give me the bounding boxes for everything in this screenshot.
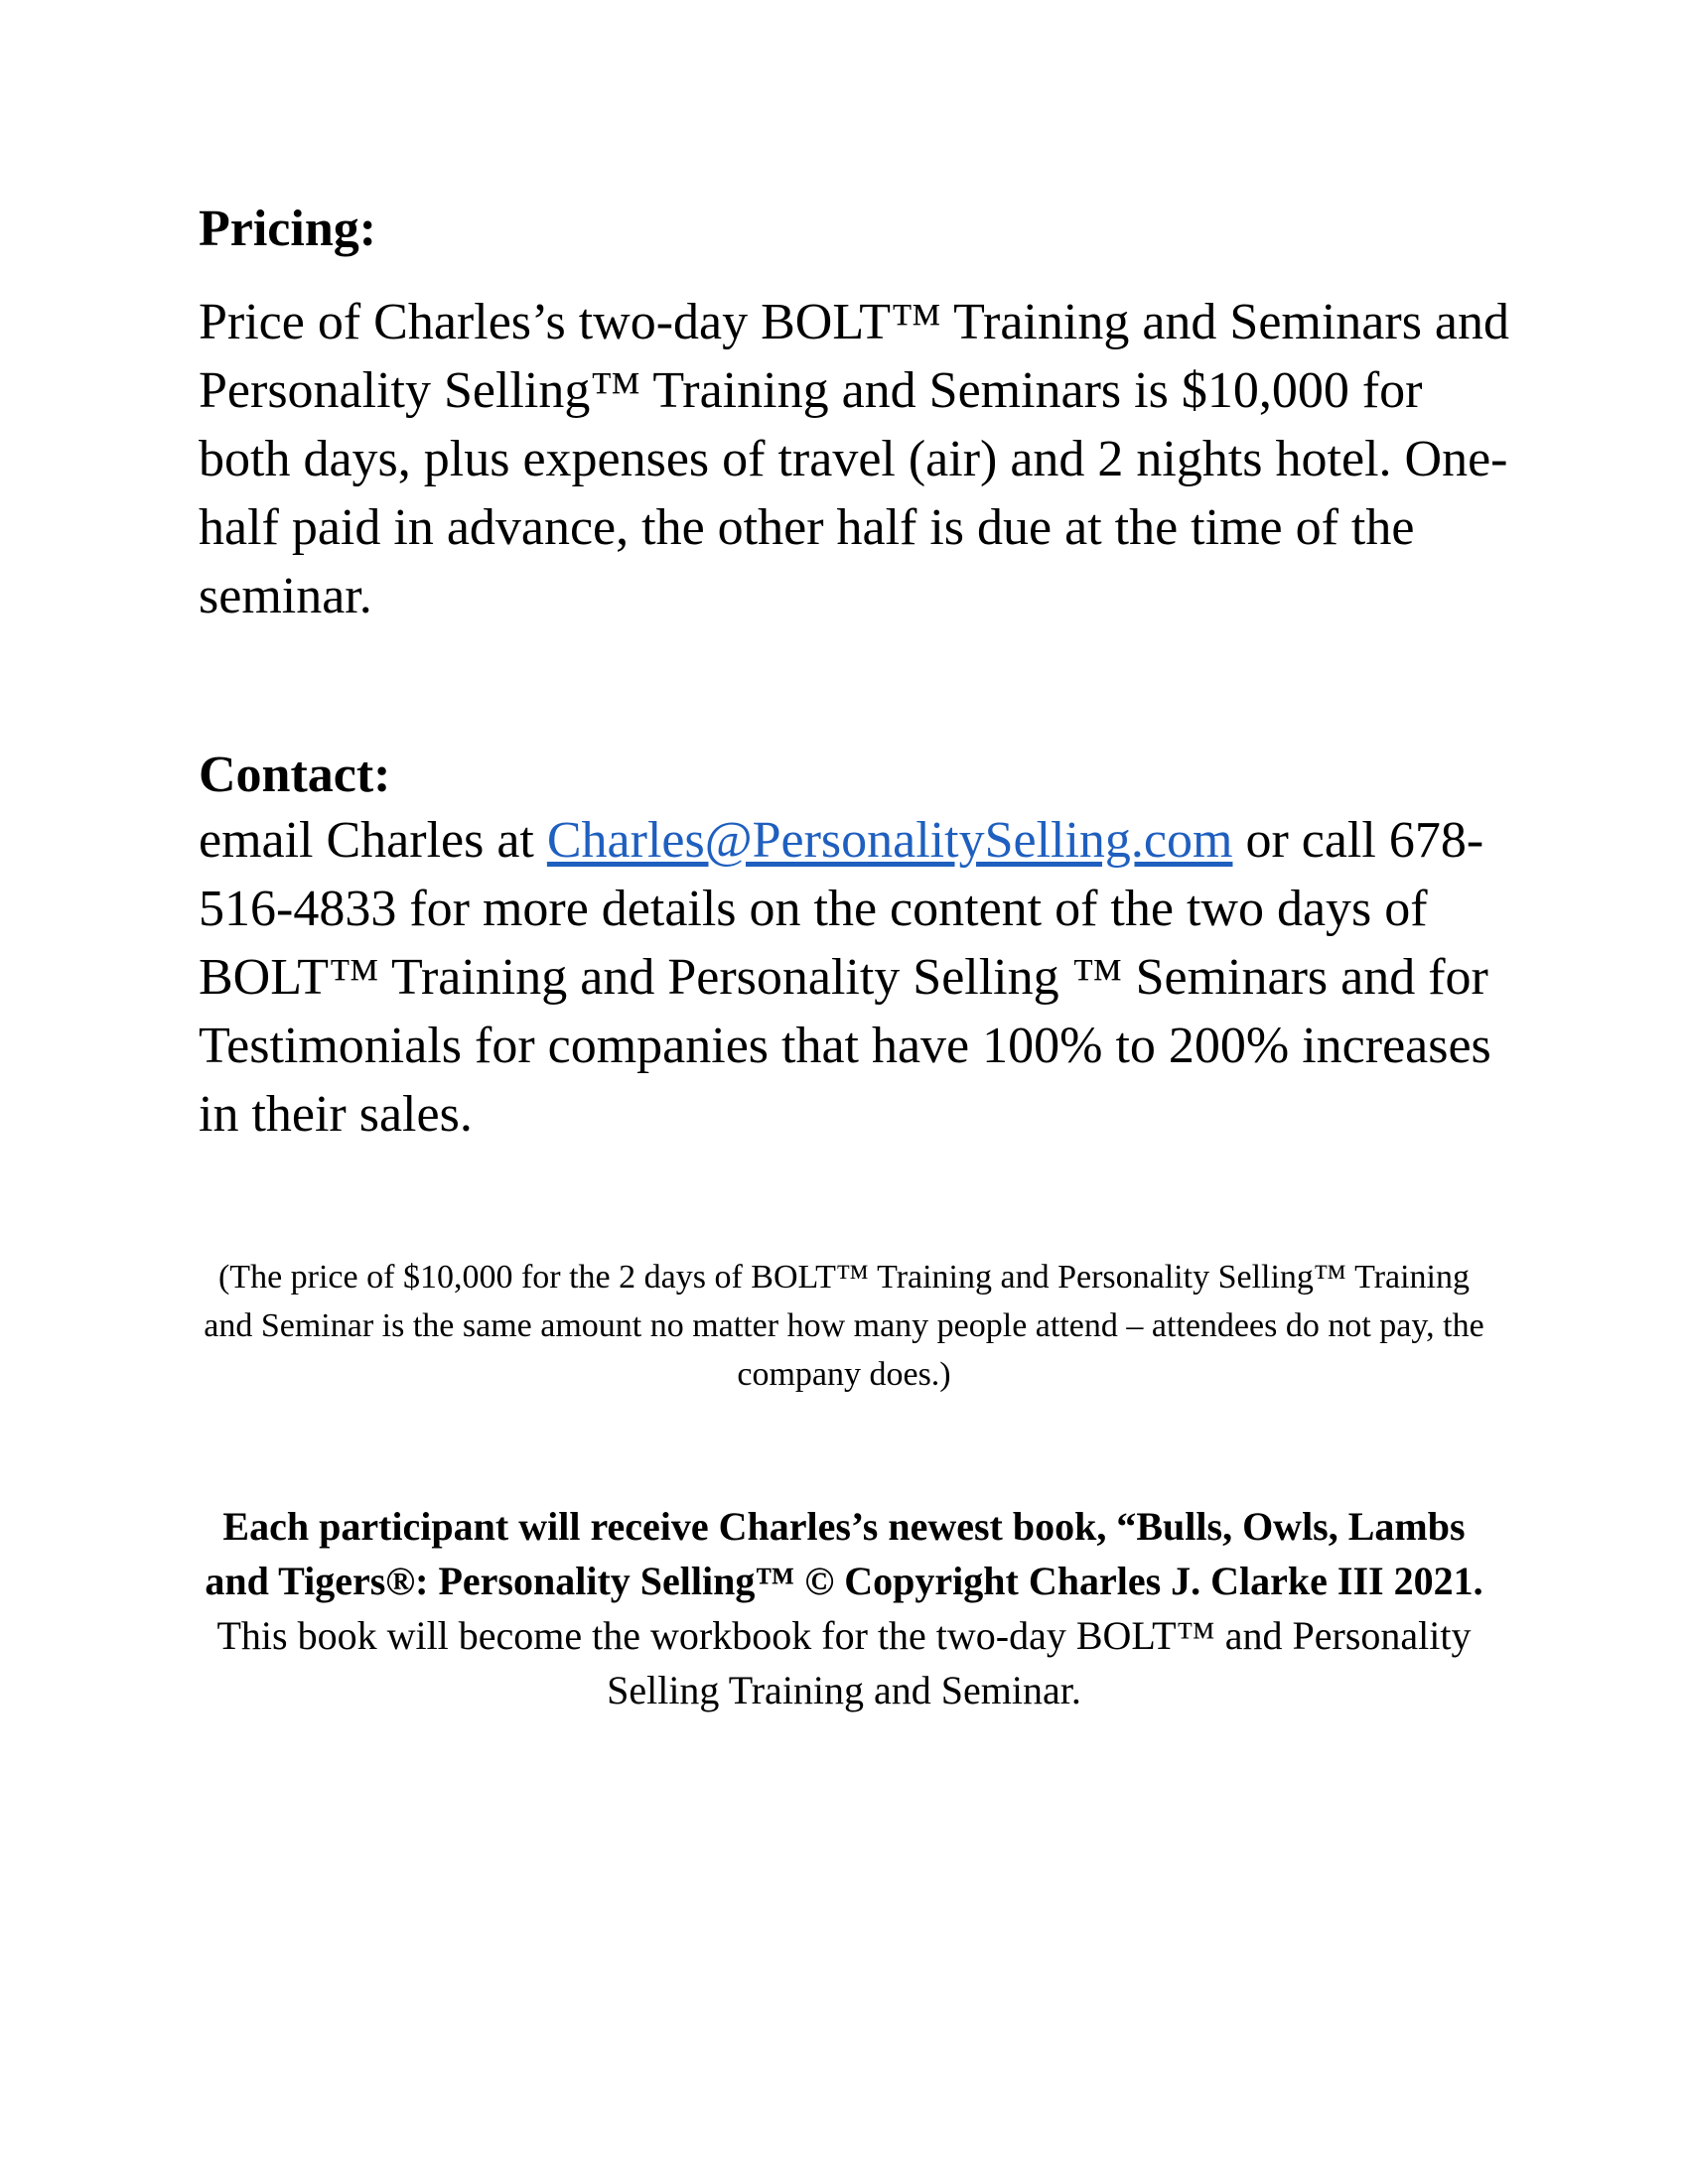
book-paragraph bbox=[199, 1499, 1489, 1717]
book-workbook-text: This book will become the workbook for the two-day BOLT™ and Personality Selling Training and Seminar. bbox=[216, 1613, 1472, 1712]
email-link[interactable]: Charles@PersonalitySelling.com bbox=[546, 812, 1233, 869]
pricing-heading: Pricing: bbox=[199, 201, 377, 257]
contact-paragraph bbox=[199, 806, 1509, 1149]
contact-details-text: or call 678-516-4833 for more details on the content of the two days of BOLT™ Training and Personality Selling ™ Seminars and for Testimonials for companies that have 100% to 200% increases in their sales. bbox=[199, 812, 1491, 1143]
pricing-paragraph: Price of Charles’s two-day BOLT™ Training and Seminars and Personality Selling™ Training and Seminars is $10,000 for both days, plus expenses of travel (air) and 2 nights hotel. One-half paid in advance, the other half is due at the time of the seminar. bbox=[199, 294, 1510, 624]
price-note: (The price of $10,000 for the 2 days of BOLT™ Training and Personality Selling™ Training and Seminar is the same amount no matter how many people attend – attendees do not pay, the company does.) bbox=[204, 1259, 1484, 1393]
contact-heading: Contact: bbox=[199, 747, 391, 803]
book-announcement-bold: Each participant will receive Charles’s newest book, “Bulls, Owls, Lambs and Tigers®: Personality Selling™ © Copyright Charles J. Clarke III 2021. bbox=[205, 1504, 1483, 1603]
contact-intro-text: email Charles at bbox=[199, 812, 547, 869]
